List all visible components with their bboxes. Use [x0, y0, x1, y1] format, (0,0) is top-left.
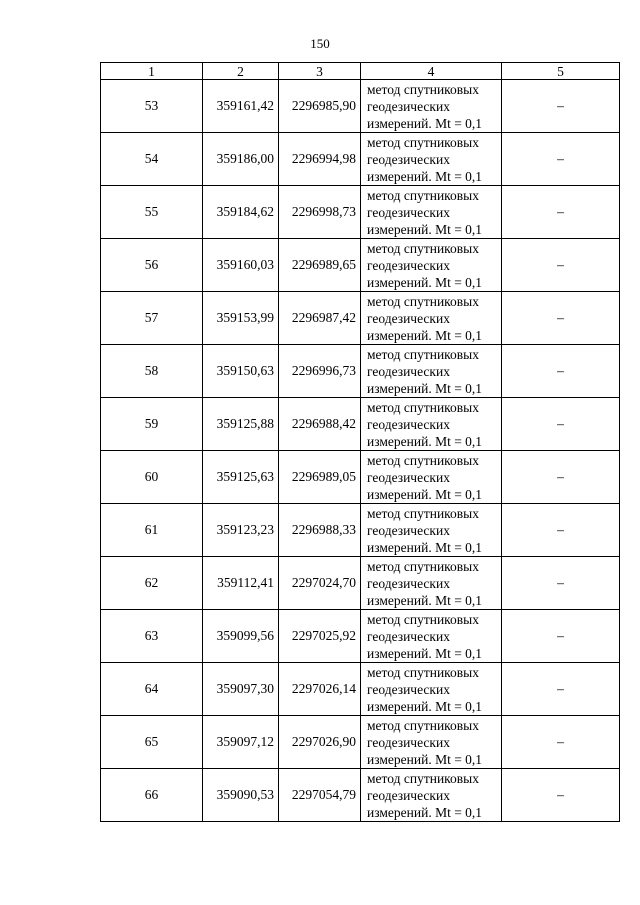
note-cell: –	[502, 451, 620, 504]
method-cell: метод спутниковых геодезических измерений. Mt = 0,1	[361, 292, 502, 345]
point-number-cell: 55	[101, 186, 203, 239]
note-cell: –	[502, 769, 620, 822]
coordinate-y-cell: 2297026,14	[279, 663, 361, 716]
coordinate-x-cell: 359153,99	[203, 292, 279, 345]
coordinate-y-cell: 2296985,90	[279, 80, 361, 133]
coordinates-table	[100, 62, 620, 822]
method-cell: метод спутниковых геодезических измерений. Mt = 0,1	[361, 133, 502, 186]
header-col-2: 2	[203, 63, 279, 80]
point-number-cell: 64	[101, 663, 203, 716]
note-cell: –	[502, 133, 620, 186]
point-number-cell: 57	[101, 292, 203, 345]
note-cell: –	[502, 80, 620, 133]
note-cell: –	[502, 557, 620, 610]
table-row	[101, 504, 620, 557]
coordinate-x-cell: 359097,30	[203, 663, 279, 716]
point-number-cell: 60	[101, 451, 203, 504]
method-cell: метод спутниковых геодезических измерений. Mt = 0,1	[361, 504, 502, 557]
coordinate-y-cell: 2297026,90	[279, 716, 361, 769]
table-row	[101, 239, 620, 292]
note-cell: –	[502, 186, 620, 239]
note-cell: –	[502, 292, 620, 345]
note-cell: –	[502, 345, 620, 398]
coordinate-x-cell: 359150,63	[203, 345, 279, 398]
method-cell: метод спутниковых геодезических измерений. Mt = 0,1	[361, 80, 502, 133]
page-number: 150	[310, 36, 330, 51]
note-cell: –	[502, 610, 620, 663]
coordinate-y-cell: 2296989,65	[279, 239, 361, 292]
note-cell: –	[502, 504, 620, 557]
method-cell: метод спутниковых геодезических измерений. Mt = 0,1	[361, 610, 502, 663]
method-cell: метод спутниковых геодезических измерений. Mt = 0,1	[361, 451, 502, 504]
header-row	[101, 63, 620, 80]
table-row	[101, 557, 620, 610]
table-row	[101, 292, 620, 345]
coordinate-x-cell: 359160,03	[203, 239, 279, 292]
point-number-cell: 61	[101, 504, 203, 557]
point-number-cell: 63	[101, 610, 203, 663]
table-row	[101, 80, 620, 133]
method-cell: метод спутниковых геодезических измерений. Mt = 0,1	[361, 663, 502, 716]
table-row	[101, 769, 620, 822]
coordinate-y-cell: 2296987,42	[279, 292, 361, 345]
point-number-cell: 54	[101, 133, 203, 186]
header-col-5: 5	[502, 63, 620, 80]
coordinate-x-cell: 359184,62	[203, 186, 279, 239]
table-row	[101, 133, 620, 186]
point-number-cell: 56	[101, 239, 203, 292]
coordinate-x-cell: 359090,53	[203, 769, 279, 822]
method-cell: метод спутниковых геодезических измерений. Mt = 0,1	[361, 239, 502, 292]
coordinate-y-cell: 2296998,73	[279, 186, 361, 239]
header-col-4: 4	[361, 63, 502, 80]
table-header	[101, 63, 620, 80]
table-row	[101, 398, 620, 451]
coordinate-y-cell: 2297024,70	[279, 557, 361, 610]
coordinate-y-cell: 2296988,33	[279, 504, 361, 557]
method-cell: метод спутниковых геодезических измерений. Mt = 0,1	[361, 345, 502, 398]
coordinate-y-cell: 2296989,05	[279, 451, 361, 504]
point-number-cell: 53	[101, 80, 203, 133]
coordinate-x-cell: 359099,56	[203, 610, 279, 663]
coordinate-y-cell: 2296996,73	[279, 345, 361, 398]
note-cell: –	[502, 663, 620, 716]
note-cell: –	[502, 398, 620, 451]
method-cell: метод спутниковых геодезических измерений. Mt = 0,1	[361, 186, 502, 239]
header-col-1: 1	[101, 63, 203, 80]
coordinate-x-cell: 359125,63	[203, 451, 279, 504]
table-row	[101, 610, 620, 663]
coordinate-y-cell: 2297054,79	[279, 769, 361, 822]
note-cell: –	[502, 239, 620, 292]
coordinate-x-cell: 359123,23	[203, 504, 279, 557]
point-number-cell: 65	[101, 716, 203, 769]
coordinate-y-cell: 2296988,42	[279, 398, 361, 451]
table-row	[101, 451, 620, 504]
method-cell: метод спутниковых геодезических измерений. Mt = 0,1	[361, 557, 502, 610]
note-cell: –	[502, 716, 620, 769]
table-body	[101, 80, 620, 822]
coordinate-x-cell: 359125,88	[203, 398, 279, 451]
coordinate-x-cell: 359186,00	[203, 133, 279, 186]
point-number-cell: 66	[101, 769, 203, 822]
header-col-3: 3	[279, 63, 361, 80]
coordinate-y-cell: 2297025,92	[279, 610, 361, 663]
method-cell: метод спутниковых геодезических измерений. Mt = 0,1	[361, 716, 502, 769]
method-cell: метод спутниковых геодезических измерений. Mt = 0,1	[361, 769, 502, 822]
coordinate-y-cell: 2296994,98	[279, 133, 361, 186]
table-row	[101, 716, 620, 769]
point-number-cell: 62	[101, 557, 203, 610]
coordinate-x-cell: 359097,12	[203, 716, 279, 769]
coordinate-x-cell: 359161,42	[203, 80, 279, 133]
table-row	[101, 186, 620, 239]
point-number-cell: 59	[101, 398, 203, 451]
point-number-cell: 58	[101, 345, 203, 398]
table-row	[101, 663, 620, 716]
coordinate-x-cell: 359112,41	[203, 557, 279, 610]
table-row	[101, 345, 620, 398]
method-cell: метод спутниковых геодезических измерений. Mt = 0,1	[361, 398, 502, 451]
